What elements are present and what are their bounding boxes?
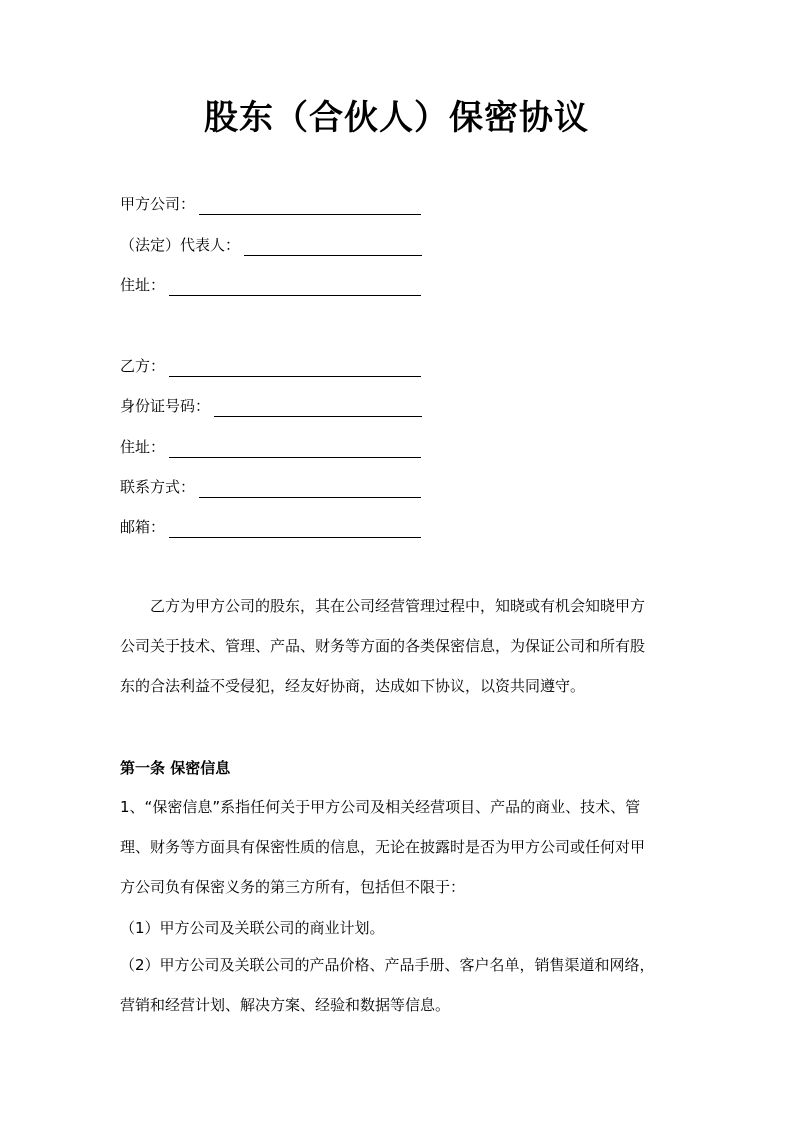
party-a-rep-blank[interactable]	[244, 241, 422, 256]
party-a-rep-label: （法定）代表人：	[120, 236, 241, 254]
party-b-name-blank[interactable]	[169, 362, 421, 377]
article-1-items	[120, 908, 680, 1025]
clause-line: 方公司负有保密义务的第三方所有，包括但不限于：	[120, 878, 466, 896]
party-b-address-label: 住址：	[120, 438, 166, 456]
document-title: 股东（合伙人）保密协议	[204, 98, 589, 138]
party-b-address-blank[interactable]	[169, 443, 421, 458]
party-b-contact-blank[interactable]	[199, 483, 421, 498]
party-a-company-field	[120, 193, 421, 215]
party-b-id-field	[120, 395, 422, 417]
intro-line: 东的合法利益不受侵犯，经友好协商，达成如下协议，以资共同遵守。	[120, 677, 586, 695]
intro-paragraph	[120, 586, 680, 706]
party-a-address-label: 住址：	[120, 276, 166, 294]
party-b-name-field	[120, 355, 421, 377]
party-b-address-field	[120, 436, 421, 458]
intro-line: 公司关于技术、管理、产品、财务等方面的各类保密信息，为保证公司和所有股	[120, 637, 646, 655]
party-b-id-blank[interactable]	[214, 402, 422, 417]
party-a-company-blank[interactable]	[199, 200, 421, 215]
clause-line: 理、财务等方面具有保密性质的信息，无论在披露时是否为甲方公司或任何对甲	[120, 838, 646, 856]
party-b-contact-field	[120, 476, 421, 498]
item-1: （1）甲方公司及关联公司的商业计划。	[120, 919, 385, 937]
item-2-line: 营销和经营计划、解决方案、经验和数据等信息。	[120, 996, 451, 1014]
party-b-email-blank[interactable]	[169, 523, 421, 538]
intro-line: 乙方为甲方公司的股东，其在公司经营管理过程中，知晓或有机会知晓甲方	[150, 597, 646, 615]
party-a-address-field	[120, 274, 421, 296]
party-b-email-label: 邮箱：	[120, 518, 166, 536]
party-a-rep-field	[120, 234, 422, 256]
article-1-heading: 第一条 保密信息	[120, 759, 231, 777]
clause-line: 1、“保密信息”系指任何关于甲方公司及相关经营项目、产品的商业、技术、管	[120, 798, 641, 816]
party-b-contact-label: 联系方式：	[120, 478, 196, 496]
party-b-email-field	[120, 516, 421, 538]
party-a-address-blank[interactable]	[169, 281, 421, 296]
party-b-name-label: 乙方：	[120, 357, 166, 375]
item-2-line: （2）甲方公司及关联公司的产品价格、产品手册、客户名单，销售渠道和网络，	[120, 956, 655, 974]
article-1-clause-1	[120, 787, 680, 907]
party-a-company-label: 甲方公司：	[120, 195, 196, 213]
party-b-id-label: 身份证号码：	[120, 397, 211, 415]
